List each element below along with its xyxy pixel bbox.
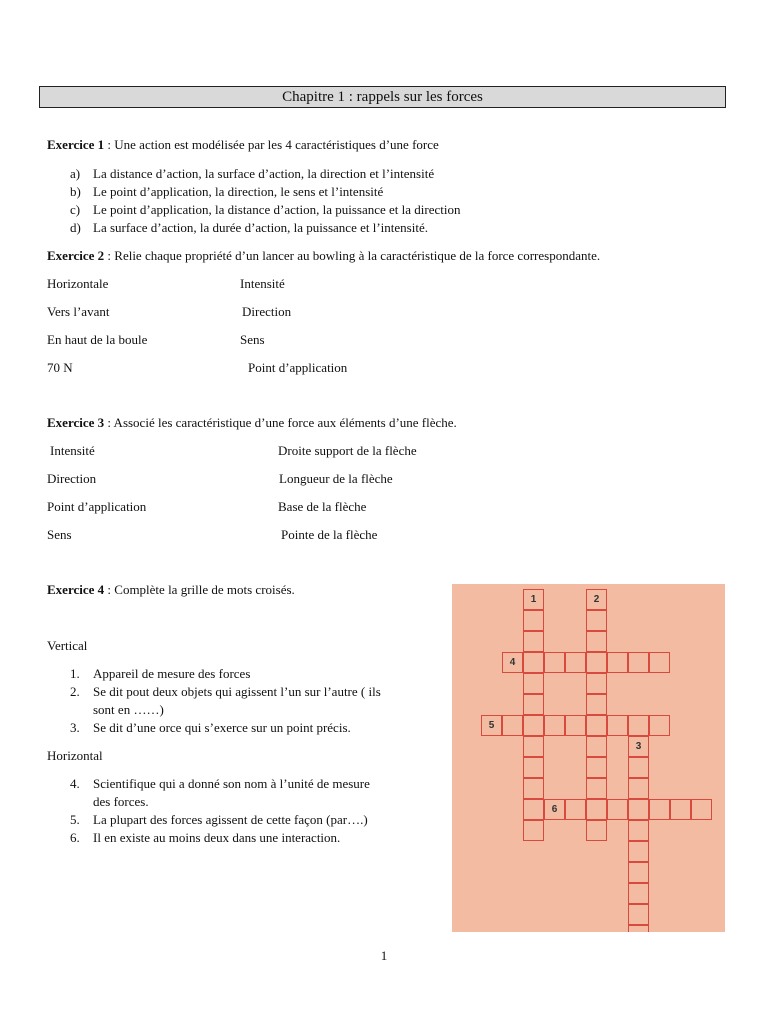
crossword-cell[interactable] xyxy=(586,820,607,841)
crossword-cell[interactable] xyxy=(691,799,712,820)
crossword-cell[interactable] xyxy=(628,841,649,862)
clue-text: La plupart des forces agissent de cette façon (par….) xyxy=(93,812,368,827)
exercise-1-prompt xyxy=(47,137,439,153)
crossword-cell[interactable] xyxy=(502,715,523,736)
crossword-cell[interactable] xyxy=(523,778,544,799)
crossword-cell[interactable] xyxy=(586,652,607,673)
crossword-cell[interactable] xyxy=(523,673,544,694)
clue-text: des forces. xyxy=(93,794,149,809)
crossword-number: 4 xyxy=(509,657,516,668)
crossword-cell[interactable] xyxy=(523,715,544,736)
crossword-number: 2 xyxy=(593,594,600,605)
vertical-heading: Vertical xyxy=(47,638,88,653)
exercise-4-prompt xyxy=(47,582,295,598)
crossword-cell-numbered[interactable] xyxy=(544,799,565,820)
crossword-cell-numbered[interactable] xyxy=(586,589,607,610)
exercise-3-label: Exercice 3 xyxy=(47,415,105,430)
crossword-cell[interactable] xyxy=(649,715,670,736)
clue-number: 2. xyxy=(70,684,80,699)
ex2-left-item: En haut de la boule xyxy=(47,332,148,347)
ex3-left-item: Point d’application xyxy=(47,499,147,514)
exercise-2-prompt xyxy=(47,248,600,264)
option-text: Le point d’application, la direction, le sens et l’intensité xyxy=(93,184,384,199)
page-number: 1 xyxy=(380,948,388,963)
crossword-cell-numbered[interactable] xyxy=(628,736,649,757)
crossword-cell[interactable] xyxy=(649,652,670,673)
ex3-right-item: Base de la flèche xyxy=(278,499,367,514)
crossword-cell[interactable] xyxy=(628,778,649,799)
ex3-left-item: Sens xyxy=(47,527,72,542)
horizontal-heading: Horizontal xyxy=(47,748,103,763)
crossword-cell[interactable] xyxy=(586,736,607,757)
crossword-cell[interactable] xyxy=(628,925,649,932)
crossword-cell[interactable] xyxy=(649,799,670,820)
exercise-3-prompt xyxy=(47,415,457,431)
ex3-left-item: Direction xyxy=(47,471,97,486)
crossword-cell[interactable] xyxy=(628,757,649,778)
option-text: La surface d’action, la durée d’action, la puissance et l’intensité. xyxy=(93,220,428,235)
crossword-cell[interactable] xyxy=(544,652,565,673)
clue-text: Appareil de mesure des forces xyxy=(93,666,251,681)
crossword-cell[interactable] xyxy=(523,610,544,631)
exercise-1-label: Exercice 1 xyxy=(47,137,105,152)
option-text: La distance d’action, la surface d’action, la direction et l’intensité xyxy=(93,166,435,181)
clue-text: Scientifique qui a donné son nom à l’unité de mesure xyxy=(93,776,370,791)
crossword-cell-numbered[interactable] xyxy=(481,715,502,736)
crossword-number: 1 xyxy=(530,594,537,605)
crossword-cell[interactable] xyxy=(628,652,649,673)
clue-text: sont en ……) xyxy=(93,702,164,717)
clue-number: 3. xyxy=(70,720,80,735)
exercise-3-text: : Associé les caractéristique d’une force aux éléments d’une flèche. xyxy=(104,415,457,430)
crossword-cell[interactable] xyxy=(607,715,628,736)
ex2-right-item: Intensité xyxy=(240,276,285,291)
clue-number: 6. xyxy=(70,830,80,845)
option-letter: d) xyxy=(70,220,81,235)
option-text: Le point d’application, la distance d’action, la puissance et la direction xyxy=(93,202,461,217)
crossword-cell[interactable] xyxy=(586,673,607,694)
crossword-cell[interactable] xyxy=(523,736,544,757)
ex2-right-item: Point d’application xyxy=(248,360,348,375)
crossword-cell[interactable] xyxy=(628,883,649,904)
ex2-right-item: Direction xyxy=(242,304,292,319)
crossword-cell[interactable] xyxy=(628,799,649,820)
crossword-number: 5 xyxy=(488,720,495,731)
ex3-right-item: Longueur de la flèche xyxy=(279,471,393,486)
option-letter: c) xyxy=(70,202,81,217)
clue-number: 4. xyxy=(70,776,80,791)
clue-text: Se dit pout deux objets qui agissent l’un sur l’autre ( ils xyxy=(93,684,381,699)
crossword-cell[interactable] xyxy=(544,715,565,736)
ex2-right-item: Sens xyxy=(240,332,265,347)
crossword-cell[interactable] xyxy=(628,862,649,883)
exercise-4-label: Exercice 4 xyxy=(47,582,105,597)
crossword-number: 6 xyxy=(551,804,558,815)
crossword-cell[interactable] xyxy=(523,820,544,841)
crossword-cell[interactable] xyxy=(586,610,607,631)
crossword-cell[interactable] xyxy=(670,799,691,820)
clue-number: 1. xyxy=(70,666,80,681)
crossword-cell[interactable] xyxy=(628,820,649,841)
crossword-cell[interactable] xyxy=(565,715,586,736)
clue-text: Il en existe au moins deux dans une interaction. xyxy=(93,830,341,845)
crossword-cell[interactable] xyxy=(586,694,607,715)
crossword-grid xyxy=(452,584,725,932)
ex3-left-item: Intensité xyxy=(50,443,95,458)
crossword-cell[interactable] xyxy=(565,799,586,820)
crossword-cell[interactable] xyxy=(586,757,607,778)
crossword-cell[interactable] xyxy=(586,631,607,652)
exercise-4-text: : Complète la grille de mots croisés. xyxy=(104,582,295,597)
ex3-right-item: Pointe de la flèche xyxy=(281,527,378,542)
crossword-cell[interactable] xyxy=(523,652,544,673)
ex2-left-item: Horizontale xyxy=(47,276,109,291)
crossword-cell[interactable] xyxy=(565,652,586,673)
exercise-2-label: Exercice 2 xyxy=(47,248,105,263)
crossword-cell[interactable] xyxy=(586,799,607,820)
crossword-cell[interactable] xyxy=(586,715,607,736)
crossword-cell[interactable] xyxy=(607,799,628,820)
crossword-cell[interactable] xyxy=(523,757,544,778)
crossword-cell[interactable] xyxy=(628,715,649,736)
clue-text: Se dit d’une orce qui s’exerce sur un point précis. xyxy=(93,720,351,735)
crossword-cell[interactable] xyxy=(523,631,544,652)
clue-number: 5. xyxy=(70,812,80,827)
ex2-left-item: 70 N xyxy=(47,360,73,375)
ex3-right-item: Droite support de la flèche xyxy=(278,443,417,458)
option-letter: b) xyxy=(70,184,81,199)
crossword-cell[interactable] xyxy=(607,652,628,673)
crossword-number: 3 xyxy=(635,741,642,752)
crossword-cell[interactable] xyxy=(628,904,649,925)
ex2-left-item: Vers l’avant xyxy=(47,304,110,319)
chapter-title: Chapitre 1 : rappels sur les forces xyxy=(39,86,726,108)
crossword-cell-numbered[interactable] xyxy=(523,589,544,610)
crossword-cell[interactable] xyxy=(523,694,544,715)
exercise-2-text: : Relie chaque propriété d’un lancer au bowling à la caractéristique de la force correspondante. xyxy=(104,248,601,263)
crossword-cell[interactable] xyxy=(586,778,607,799)
exercise-1-text: : Une action est modélisée par les 4 caractéristiques d’une force xyxy=(104,137,439,152)
crossword-cell[interactable] xyxy=(523,799,544,820)
option-letter: a) xyxy=(70,166,81,181)
crossword-cell-numbered[interactable] xyxy=(502,652,523,673)
